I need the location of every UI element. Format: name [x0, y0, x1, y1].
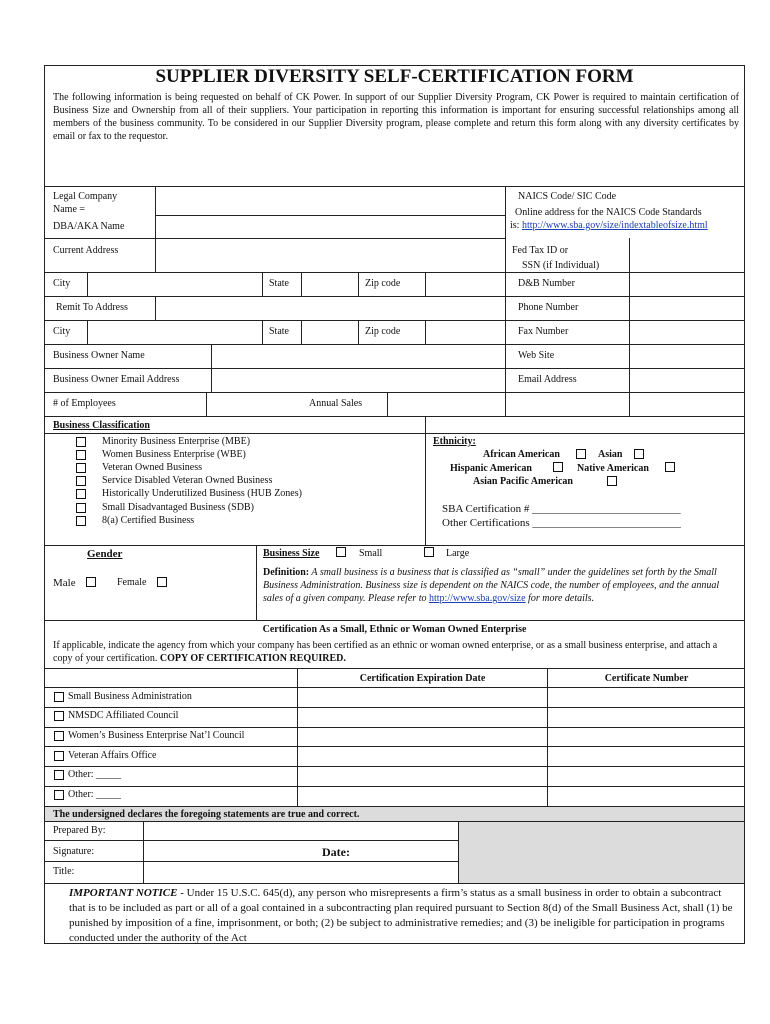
veteran-checkbox[interactable]	[76, 463, 86, 473]
dba-label: DBA/AKA Name	[53, 221, 125, 232]
other-2-label: Other: _____	[68, 789, 122, 800]
city-input[interactable]	[88, 273, 262, 296]
naics-online-label: Online address for the NAICS Code Standards	[515, 207, 702, 218]
naics-url-line: is: http://www.sba.gov/size/indextableofsize.html	[510, 220, 708, 231]
male-label: Male	[53, 577, 76, 589]
veteran-affairs-label: Veteran Affairs Office	[68, 750, 157, 761]
important-notice: IMPORTANT NOTICE - Under 15 U.S.C. 645(d), any person who misrepresents a firm’s status as a small business in order to obtain a subcontract that is to be included as part or all of a goal contained in a subcontracting plan required pursuant to Section 8(d) of the Small Business Act, shall (1) be punished by imposition of a fine, imprisonment, or both; (2) be subject to administrative remedies; and (3) be ineligible for participation in programs conducted under the authority of the Act	[69, 887, 733, 944]
asian-pacific-american-checkbox[interactable]	[607, 476, 617, 486]
form-title: SUPPLIER DIVERSITY SELF-CERTIFICATION FORM	[155, 66, 634, 87]
8a-checkbox[interactable]	[76, 516, 86, 526]
signature-input[interactable]	[144, 841, 324, 861]
title-label: Title:	[53, 866, 75, 877]
large-label: Large	[446, 548, 470, 559]
email-label: Email Address	[518, 374, 577, 385]
sba-size-link[interactable]: http://www.sba.gov/size	[428, 593, 526, 604]
owner-email-label: Business Owner Email Address	[53, 374, 180, 385]
nmsdc-label: NMSDC Affiliated Council	[68, 710, 179, 721]
annual-sales-label: Annual Sales	[309, 398, 363, 409]
african-american-label: African American	[483, 449, 560, 460]
city-label: City	[53, 278, 71, 289]
veteran-label: Veteran Owned Business	[102, 462, 202, 473]
african-american-checkbox[interactable]	[576, 449, 586, 459]
date-label: Date:	[322, 845, 350, 859]
fax-label: Fax Number	[518, 326, 569, 337]
expiration-col-header: Certification Expiration Date	[359, 673, 486, 684]
phone-label: Phone Number	[518, 302, 579, 313]
zip-label: Zip code	[365, 278, 401, 289]
certification-heading: Certification As a Small, Ethnic or Woman Owned Enterprise	[262, 624, 527, 635]
date-area	[459, 822, 744, 883]
website-input[interactable]	[630, 345, 745, 368]
business-owner-label: Business Owner Name	[53, 350, 145, 361]
asian-pacific-american-label: Asian Pacific American	[473, 476, 573, 487]
remit-address-input[interactable]	[156, 297, 505, 320]
dnb-input[interactable]	[630, 273, 745, 296]
native-american-checkbox[interactable]	[665, 462, 675, 472]
naics-url-link[interactable]: http://www.sba.gov/size/indextableofsize.html	[521, 220, 708, 231]
naics-label: NAICS Code/ SIC Code	[518, 191, 617, 202]
other-1-checkbox[interactable]	[54, 770, 64, 780]
employees-label: # of Employees	[53, 398, 116, 409]
current-address-input[interactable]	[156, 239, 504, 272]
fax-input[interactable]	[630, 321, 745, 344]
business-size-label: Business Size	[263, 548, 320, 559]
sdb-label: Small Disadvantaged Business (SDB)	[102, 502, 254, 513]
remit-state-input[interactable]	[302, 321, 358, 344]
certification-text: If applicable, indicate the agency from which your company has been certified as an ethnic or woman owned enterprise, or as a small business enterprise, and attach a copy of your certification. COPY OF CERTIFICATION REQUIRED.	[53, 640, 718, 664]
zip-input[interactable]	[426, 273, 505, 296]
other-2-checkbox[interactable]	[54, 790, 64, 800]
hispanic-american-label: Hispanic American	[450, 463, 532, 474]
remit-zip-input[interactable]	[426, 321, 505, 344]
intro-text: The following information is being requested on behalf of CK Power. In support of our Supplier Diversity Program, CK Power is required to maintain certification of Business Size and Ownership from all of their suppliers. Your participation in reporting this information is important for ensuring successful relationships among all members of the business community. To be considered in our Supplier Diversity program, please complete and return this form along with any diversity certificates by email or fax to the requestor.	[53, 92, 739, 142]
signature-label: Signature:	[53, 846, 95, 857]
asian-checkbox[interactable]	[634, 449, 644, 459]
fed-tax-label-2: SSN (if Individual)	[522, 260, 600, 271]
email-input[interactable]	[630, 369, 745, 392]
ethnicity-heading: Ethnicity:	[433, 436, 476, 447]
prepared-by-label: Prepared By:	[53, 825, 106, 836]
wbenc-label: Women’s Business Enterprise Nat’l Council	[68, 730, 245, 741]
remit-zip-label: Zip code	[365, 326, 401, 337]
sba-agency-checkbox[interactable]	[54, 692, 64, 702]
declaration-heading: The undersigned declares the foregoing statements are true and correct.	[53, 809, 360, 820]
state-input[interactable]	[302, 273, 358, 296]
phone-input[interactable]	[630, 297, 745, 320]
annual-sales-input[interactable]	[388, 393, 505, 416]
hub-checkbox[interactable]	[76, 489, 86, 499]
sdvob-checkbox[interactable]	[76, 476, 86, 486]
remit-city-label: City	[53, 326, 71, 337]
size-definition: Definition: A small business is a business that is classified as “small” under the guidelines set forth by the Small Business Administration. Business size is dependent on the NAICS code, the number of employees, and the annual sales of a given company. Please refer to http://www.sba.gov/size for more details.	[263, 567, 720, 604]
gender-heading: Gender	[87, 548, 123, 560]
legal-name-label-2: Name =	[53, 204, 86, 215]
remit-state-label: State	[269, 326, 289, 337]
other-certs-field[interactable]: Other Certifications ___________________________	[442, 517, 681, 529]
state-label: State	[269, 278, 289, 289]
fed-tax-label: Fed Tax ID or	[512, 245, 569, 256]
mbe-label: Minority Business Enterprise (MBE)	[102, 436, 251, 447]
cert-number-col-header: Certificate Number	[604, 673, 689, 684]
sba-cert-field[interactable]: SBA Certification # ___________________________	[442, 503, 681, 515]
wbe-label: Women Business Enterprise (WBE)	[102, 449, 246, 460]
nmsdc-checkbox[interactable]	[54, 711, 64, 721]
hispanic-american-checkbox[interactable]	[553, 462, 563, 472]
owner-email-input[interactable]	[212, 369, 505, 392]
female-checkbox[interactable]	[157, 577, 167, 587]
wbenc-checkbox[interactable]	[54, 731, 64, 741]
female-label: Female	[117, 577, 147, 588]
remit-address-label: Remit To Address	[56, 302, 128, 313]
sba-agency-label: Small Business Administration	[68, 691, 192, 702]
employees-input[interactable]	[207, 393, 305, 416]
legal-name-input[interactable]	[156, 187, 504, 215]
mbe-checkbox[interactable]	[76, 437, 86, 447]
title-input[interactable]	[144, 862, 458, 883]
veteran-affairs-checkbox[interactable]	[54, 751, 64, 761]
legal-name-label: Legal Company	[53, 191, 118, 202]
classification-heading: Business Classification	[53, 420, 150, 431]
remit-city-input[interactable]	[88, 321, 262, 344]
sdb-checkbox[interactable]	[76, 503, 86, 513]
small-label: Small	[359, 548, 383, 559]
current-address-label: Current Address	[53, 245, 119, 256]
small-checkbox[interactable]	[336, 547, 346, 557]
fed-tax-input[interactable]	[630, 239, 745, 272]
wbe-checkbox[interactable]	[76, 450, 86, 460]
hub-label: Historically Underutilized Business (HUB Zones)	[102, 488, 302, 499]
dba-input[interactable]	[156, 216, 504, 238]
prepared-by-input[interactable]	[144, 822, 458, 840]
other-1-label: Other: _____	[68, 769, 122, 780]
asian-label: Asian	[598, 449, 623, 460]
dnb-label: D&B Number	[518, 278, 575, 289]
large-checkbox[interactable]	[424, 547, 434, 557]
male-checkbox[interactable]	[86, 577, 96, 587]
8a-label: 8(a) Certified Business	[102, 515, 195, 526]
sdvob-label: Service Disabled Veteran Owned Business	[102, 475, 273, 486]
business-owner-input[interactable]	[212, 345, 505, 368]
website-label: Web Site	[518, 350, 555, 361]
native-american-label: Native American	[577, 463, 649, 474]
